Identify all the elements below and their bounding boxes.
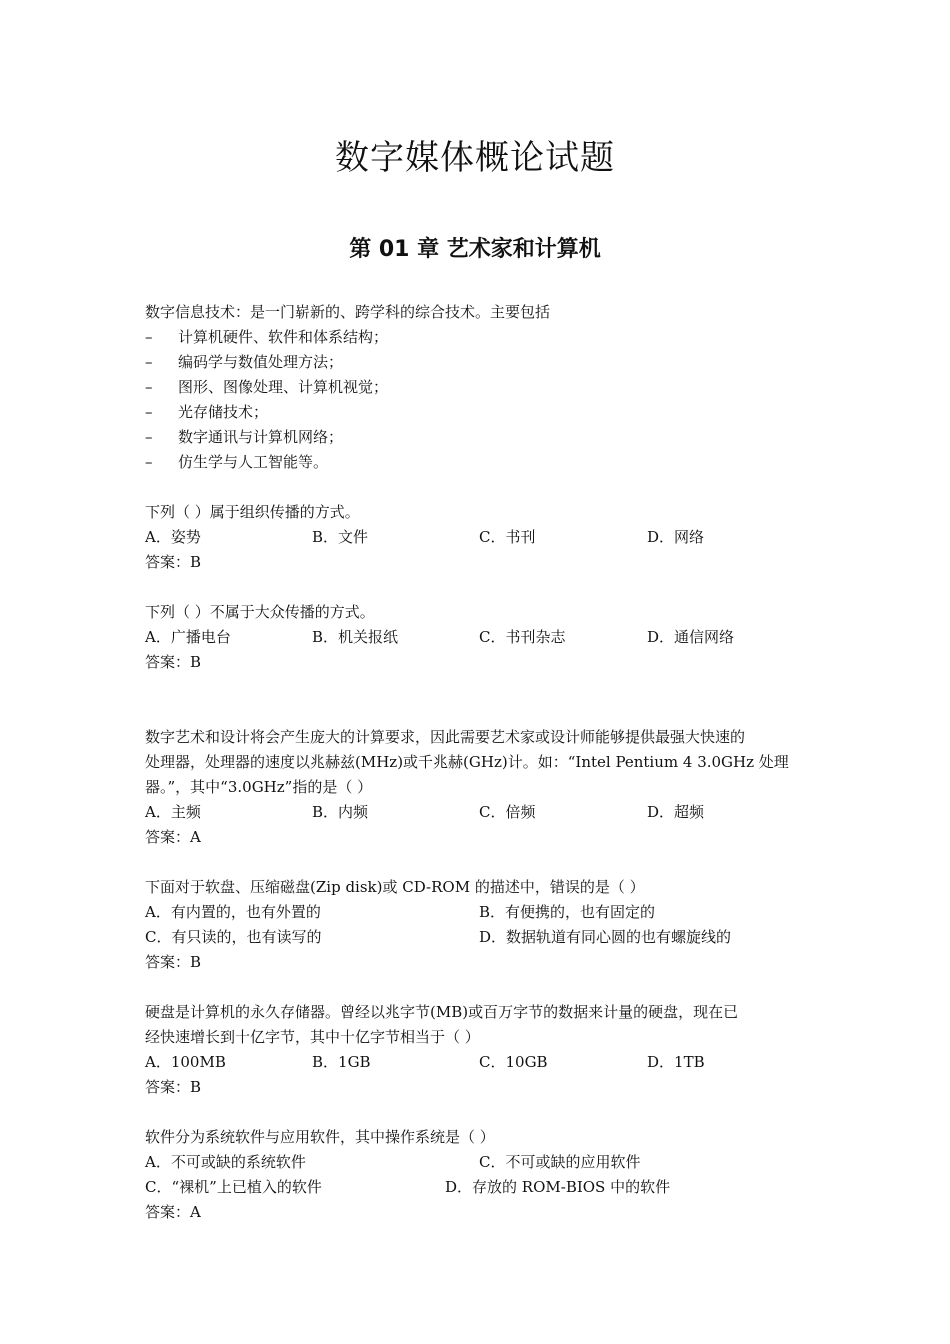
option-c: C．不可或缺的应用软件	[479, 1153, 641, 1171]
list-item: – 计算机硬件、软件和体系结构；	[145, 328, 389, 346]
question-stem-line: 硬盘是计算机的永久存储器。曾经以兆字节(MB)或百万字节的数据来计量的硬盘，现在已	[145, 1003, 739, 1021]
answer: 答案：B	[145, 653, 202, 671]
option-c: C．书刊杂志	[479, 628, 566, 646]
option-a: A．有内置的，也有外置的	[145, 903, 321, 921]
option-b: B．机关报纸	[312, 628, 399, 646]
option-a: A．姿势	[145, 528, 201, 546]
question-stem: 下面对于软盘、压缩磁盘(Zip disk)或 CD-ROM 的描述中，错误的是（ ）	[145, 878, 645, 896]
option-row	[145, 1150, 810, 1175]
option-row	[145, 1050, 810, 1075]
option-row	[145, 925, 810, 950]
answer: 答案：B	[145, 953, 202, 971]
question-stem-line: 经快速增长到十亿字节，其中十亿字节相当于（ ）	[145, 1028, 480, 1046]
option-c-2: C．“裸机”上已植入的软件	[145, 1178, 322, 1196]
option-d: D．超频	[647, 803, 705, 821]
option-row	[145, 800, 810, 825]
option-d: D．1TB	[647, 1053, 705, 1071]
option-d: D．存放的 ROM-BIOS 中的软件	[445, 1178, 671, 1196]
intro-text: 数字信息技术：是一门崭新的、跨学科的综合技术。主要包括	[145, 303, 551, 321]
question-stem: 下列（ ）不属于大众传播的方式。	[145, 603, 375, 621]
question-stem-line: 数字艺术和设计将会产生庞大的计算要求，因此需要艺术家或设计师能够提供最强大快速的	[145, 728, 746, 746]
option-a: A．主频	[145, 803, 201, 821]
option-c: C．有只读的，也有读写的	[145, 928, 322, 946]
option-c: C．倍频	[479, 803, 536, 821]
option-row	[145, 900, 810, 925]
question-stem-line: 器。”，其中“3.0GHz”指的是（ ）	[145, 778, 373, 796]
document-body	[145, 300, 810, 1225]
option-a: A．100MB	[145, 1053, 226, 1071]
question-stem-line: 处理器，处理器的速度以兆赫兹(MHz)或千兆赫(GHz)计。如：“Intel Pentium 4 3.0GHz 处理	[145, 753, 789, 771]
option-c: C．10GB	[479, 1053, 548, 1071]
answer: 答案：A	[145, 1203, 201, 1221]
question-stem: 软件分为系统软件与应用软件，其中操作系统是（ ）	[145, 1128, 495, 1146]
document-title: 数字媒体概论试题	[335, 138, 615, 178]
chapter-heading: 第 01 章 艺术家和计算机	[349, 237, 601, 262]
option-b: B．文件	[312, 528, 369, 546]
option-a: A．不可或缺的系统软件	[145, 1153, 306, 1171]
list-item: – 光存储技术；	[145, 403, 269, 421]
answer: 答案：B	[145, 553, 202, 571]
question-stem: 下列（ ）属于组织传播的方式。	[145, 503, 360, 521]
list-item: – 仿生学与人工智能等。	[145, 453, 329, 471]
option-c: C．书刊	[479, 528, 536, 546]
answer: 答案：A	[145, 828, 201, 846]
option-d: D．网络	[647, 528, 705, 546]
option-row	[145, 1175, 810, 1200]
option-row	[145, 625, 810, 650]
option-d: D．数据轨道有同心圆的也有螺旋线的	[479, 928, 732, 946]
option-b: B．内频	[312, 803, 369, 821]
option-b: B．有便携的，也有固定的	[479, 903, 656, 921]
option-row	[145, 525, 810, 550]
list-item: – 编码学与数值处理方法；	[145, 353, 344, 371]
list-item: – 数字通讯与计算机网络；	[145, 428, 344, 446]
list-item: – 图形、图像处理、计算机视觉；	[145, 378, 389, 396]
option-a: A．广播电台	[145, 628, 231, 646]
option-d: D．通信网络	[647, 628, 735, 646]
answer: 答案：B	[145, 1078, 202, 1096]
option-b: B．1GB	[312, 1053, 371, 1071]
